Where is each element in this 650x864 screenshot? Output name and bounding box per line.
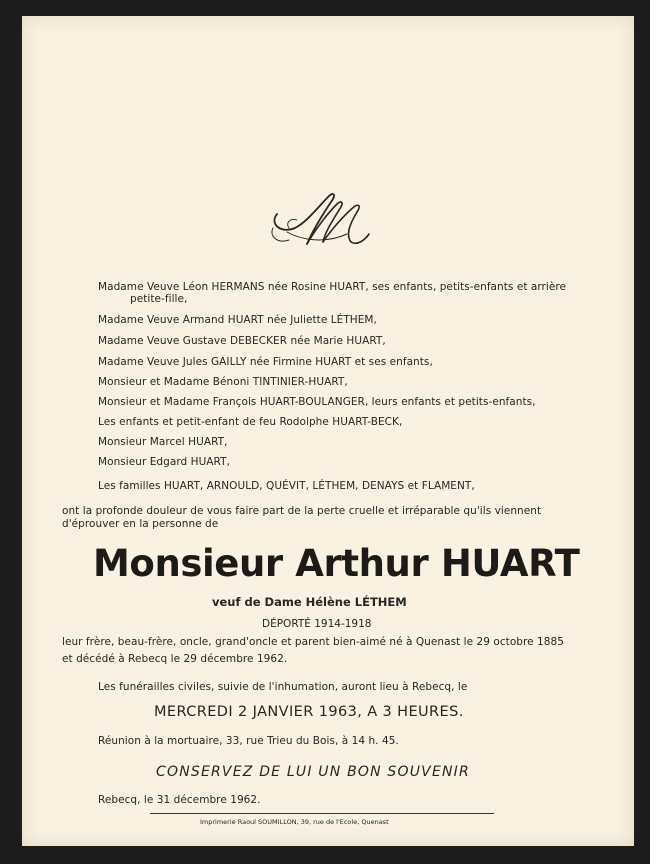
death-notice-sheet	[22, 16, 634, 846]
funeral-date: MERCREDI 2 JANVIER 1963, A 3 HEURES.	[154, 704, 464, 720]
family-line: Madame Veuve Léon HERMANS née Rosine HUART, ses enfants, petits-enfants et arrière	[98, 281, 567, 293]
family-line: Madame Veuve Gustave DEBECKER née Marie HUART,	[98, 335, 386, 347]
intro-line: d'éprouver en la personne de	[62, 518, 219, 530]
relation-line: leur frère, beau-frère, oncle, grand'oncle et parent bien-aimé né à Quenast le 29 octobre 1885	[62, 636, 564, 648]
widower-line: veuf de Dame Hélène LÉTHEM	[212, 595, 407, 609]
place-date: Rebecq, le 31 décembre 1962.	[98, 794, 261, 806]
family-line: Monsieur et Madame François HUART-BOULANGER, leurs enfants et petits-enfants,	[98, 396, 536, 408]
monogram-initial-icon	[267, 184, 379, 254]
family-line: Monsieur Marcel HUART,	[98, 436, 228, 448]
family-line: Monsieur et Madame Bénoni TINTINIER-HUART,	[98, 376, 348, 388]
meeting-line: Réunion à la mortuaire, 33, rue Trieu du Bois, à 14 h. 45.	[98, 735, 399, 747]
deceased-name: Monsieur Arthur HUART	[93, 542, 580, 585]
family-line: Monsieur Edgard HUART,	[98, 456, 230, 468]
printer-credit: Imprimerie Raoul SOUMILLON, 39, rue de l'Ecole, Quenast	[200, 818, 389, 826]
family-line: petite-fille,	[130, 293, 188, 305]
family-line: Les familles HUART, ARNOULD, QUÉVIT, LÉTHEM, DENAYS et FLAMENT,	[98, 480, 475, 492]
motto: CONSERVEZ DE LUI UN BON SOUVENIR	[156, 764, 470, 780]
family-line: Madame Veuve Armand HUART née Juliette LÉTHEM,	[98, 314, 377, 326]
divider	[150, 813, 494, 814]
family-line: Les enfants et petit-enfant de feu Rodolphe HUART-BECK,	[98, 416, 403, 428]
funeral-intro: Les funérailles civiles, suivie de l'inhumation, auront lieu à Rebecq, le	[98, 681, 468, 693]
relation-line: et décédé à Rebecq le 29 décembre 1962.	[62, 653, 288, 665]
family-line: Madame Veuve Jules GAILLY née Firmine HUART et ses enfants,	[98, 356, 433, 368]
deported-line: DÉPORTÉ 1914-1918	[262, 618, 372, 630]
intro-line: ont la profonde douleur de vous faire part de la perte cruelle et irréparable qu'ils viennent	[62, 505, 542, 517]
